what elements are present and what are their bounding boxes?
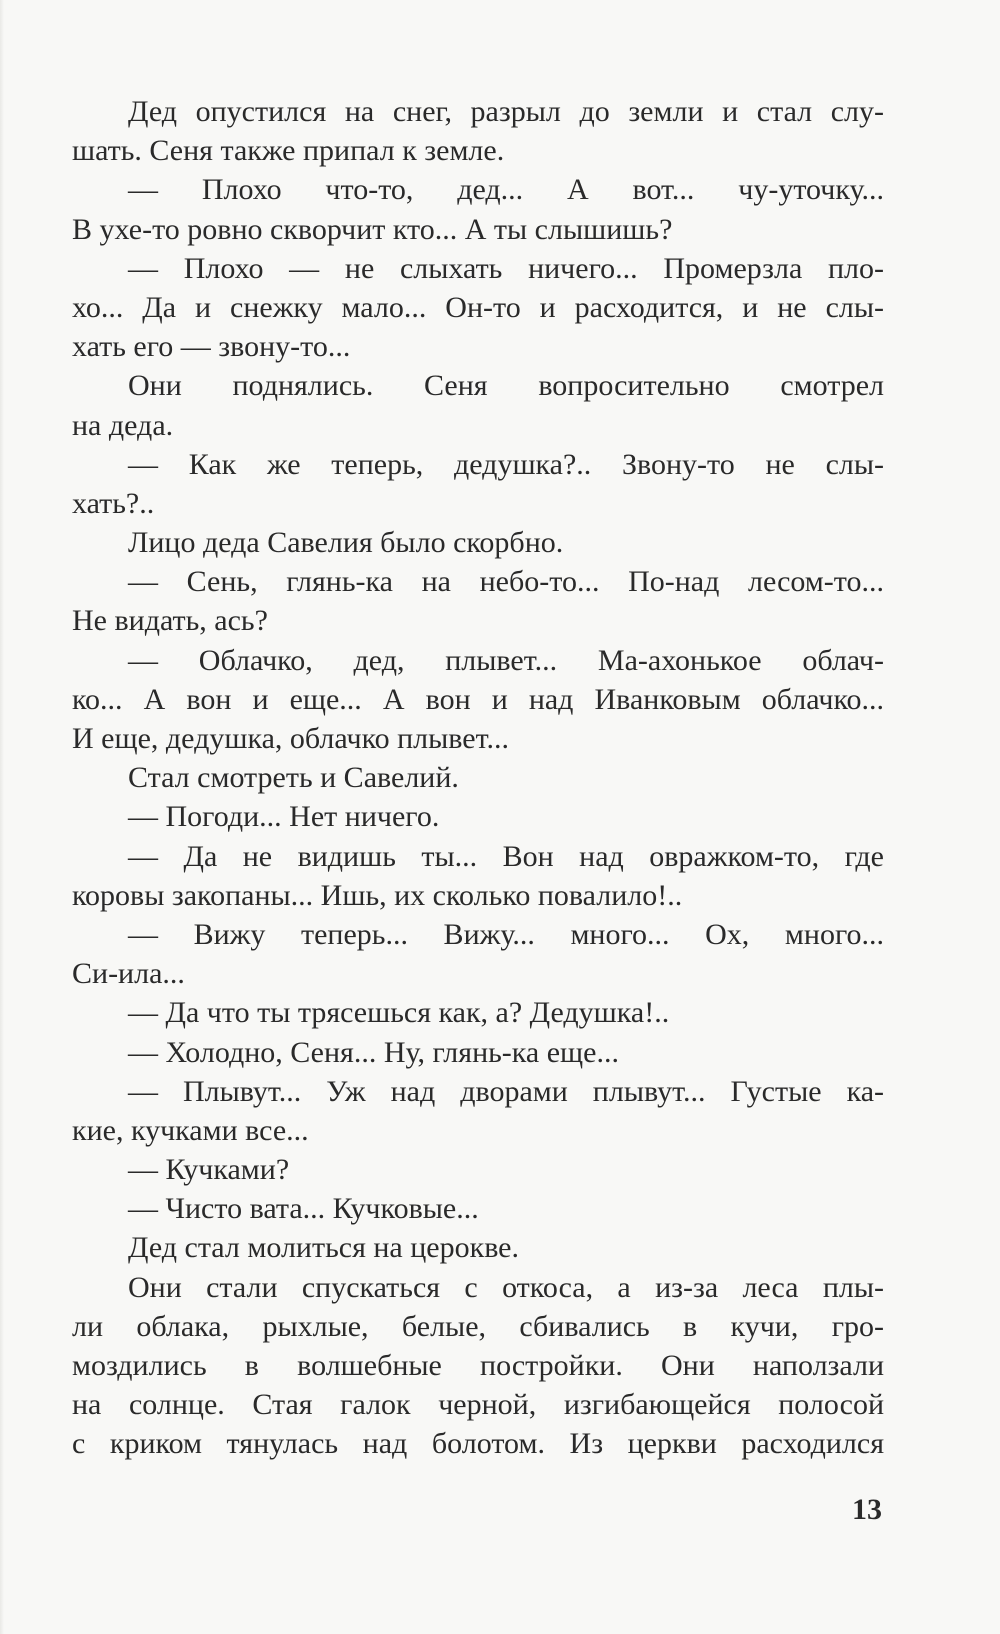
text-line: Си-ила... [72, 957, 185, 991]
text-line: на солнце. Стая галок черной, изгибающейся полосой [72, 1388, 884, 1422]
text-line: Они поднялись. Сеня вопросительно смотрел [128, 369, 884, 403]
text-line: — Да что ты трясешься как, а? Дедушка!.. [128, 996, 670, 1030]
text-line: — Да не видишь ты... Вон над овражком-то, где [128, 839, 884, 873]
text-line: Стал смотреть и Савелий. [128, 761, 459, 795]
text-line: хо... Да и снежку мало... Он-то и расходится, и не слы- [72, 290, 884, 324]
text-line: шать. Сеня также припал к земле. [72, 134, 505, 168]
text-line: на деда. [72, 408, 174, 442]
text-line: — Плохо — не слыхать ничего... Промерзла пло- [128, 251, 884, 285]
text-line: Не видать, ась? [72, 604, 268, 638]
text-line: — Сень, глянь-ка на небо-то... По-над лесом-то... [128, 565, 884, 599]
text-line: моздились в волшебные постройки. Они наползали [72, 1349, 884, 1382]
text-line: с криком тянулась над болотом. Из церкви расходился [72, 1427, 884, 1461]
text-line: кие, кучками все... [72, 1113, 309, 1147]
body-text [72, 92, 884, 1464]
text-line: — Вижу теперь... Вижу... много... Ох, много... [128, 917, 884, 951]
text-line: — Плывут... Уж над дворами плывут... Густые ка- [128, 1074, 884, 1108]
page-number: 13 [852, 1493, 882, 1526]
text-line: ли облака, рыхлые, белые, сбивались в кучи, гро- [72, 1309, 884, 1343]
text-line: — Кучками? [128, 1153, 290, 1187]
text-line: коровы закопаны... Ишь, их сколько повалило!.. [72, 878, 683, 912]
text-line: — Холодно, Сеня... Ну, глянь-ка еще... [128, 1035, 619, 1069]
text-line: Лицо деда Савелия было скорбно. [128, 526, 564, 560]
text-line: Дед стал молиться на церокве. [128, 1231, 519, 1265]
text-line: — Чисто вата... Кучковые... [128, 1192, 479, 1226]
text-line: — Плохо что-то, дед... А вот... чу-уточку... [128, 173, 884, 207]
text-line: И еще, дедушка, облачко плывет... [72, 722, 509, 755]
text-line: хать его — звону-то... [72, 330, 351, 364]
text-line: — Как же теперь, дедушка?.. Звону-то не слы- [128, 447, 884, 481]
text-line: — Облачко, дед, плывет... Ма-ахонькое облач- [128, 643, 884, 677]
page-edge-shadow [0, 0, 4, 1634]
text-line: ко... А вон и еще... А вон и над Иванковым облачко... [72, 682, 884, 716]
text-line: В ухе-то ровно скворчит кто... А ты слышишь? [72, 212, 673, 246]
text-line: Они стали спускаться с откоса, а из-за леса плы- [128, 1270, 884, 1304]
text-line: Дед опустился на снег, разрыл до земли и стал слу- [128, 95, 884, 128]
text-line: — Погоди... Нет ничего. [128, 800, 440, 834]
text-line: хать?.. [72, 486, 155, 520]
